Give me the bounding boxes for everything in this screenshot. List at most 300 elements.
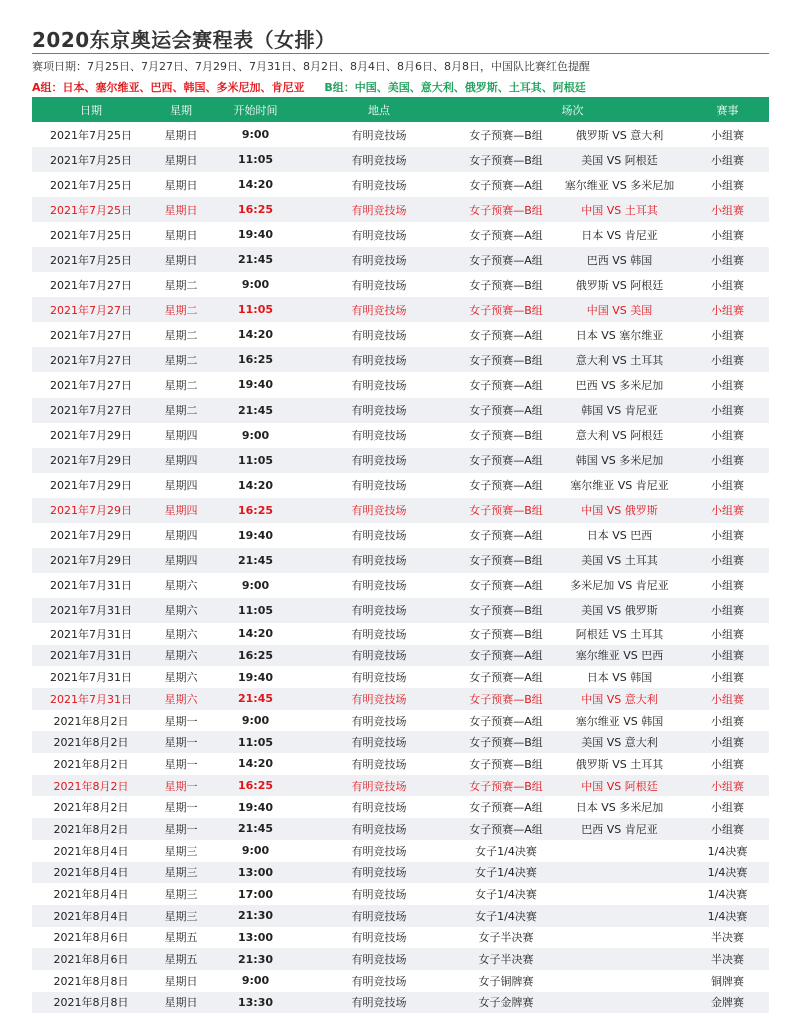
cell-venue: 有明竞技场 — [299, 775, 459, 797]
cell-match: 多米尼加 VS 肯尼亚 — [553, 573, 686, 598]
cell-match — [553, 905, 686, 927]
cell-match: 日本 VS 韩国 — [553, 666, 686, 688]
cell-time: 21:45 — [212, 818, 299, 840]
cell-stage: 女子预赛—B组 — [459, 753, 553, 775]
table-row — [32, 398, 769, 423]
cell-weekday: 星期四 — [150, 523, 212, 548]
table-row — [32, 222, 769, 247]
cell-weekday: 星期四 — [150, 498, 212, 523]
cell-event: 小组赛 — [686, 122, 769, 147]
cell-weekday: 星期日 — [150, 197, 212, 222]
cell-weekday: 星期一 — [150, 710, 212, 732]
cell-stage: 女子预赛—A组 — [459, 573, 553, 598]
cell-venue: 有明竞技场 — [299, 372, 459, 397]
table-row — [32, 710, 769, 732]
cell-match: 中国 VS 土耳其 — [553, 197, 686, 222]
cell-stage: 女子预赛—B组 — [459, 272, 553, 297]
cell-weekday: 星期二 — [150, 297, 212, 322]
cell-time: 19:40 — [212, 666, 299, 688]
cell-venue: 有明竞技场 — [299, 548, 459, 573]
cell-match: 韩国 VS 肯尼亚 — [553, 398, 686, 423]
table-row — [32, 147, 769, 172]
cell-date: 2021年7月29日 — [32, 448, 150, 473]
cell-venue: 有明竞技场 — [299, 992, 459, 1014]
cell-time: 14:20 — [212, 623, 299, 645]
cell-weekday: 星期六 — [150, 645, 212, 667]
cell-stage: 女子预赛—A组 — [459, 710, 553, 732]
cell-match: 塞尔维亚 VS 多米尼加 — [553, 172, 686, 197]
cell-event: 小组赛 — [686, 645, 769, 667]
cell-stage: 女子铜牌赛 — [459, 970, 553, 992]
header-venue: 地点 — [299, 97, 459, 122]
cell-venue: 有明竞技场 — [299, 970, 459, 992]
cell-weekday: 星期日 — [150, 147, 212, 172]
title-divider — [32, 53, 769, 54]
table-row — [32, 992, 769, 1014]
cell-stage: 女子1/4决赛 — [459, 840, 553, 862]
table-row — [32, 598, 769, 623]
cell-weekday: 星期三 — [150, 883, 212, 905]
cell-date: 2021年8月4日 — [32, 840, 150, 862]
cell-venue: 有明竞技场 — [299, 448, 459, 473]
cell-date: 2021年7月25日 — [32, 172, 150, 197]
cell-match: 意大利 VS 阿根廷 — [553, 423, 686, 448]
cell-event: 小组赛 — [686, 448, 769, 473]
cell-match — [553, 948, 686, 970]
cell-stage: 女子预赛—B组 — [459, 122, 553, 147]
cell-stage: 女子预赛—A组 — [459, 222, 553, 247]
cell-time: 21:30 — [212, 948, 299, 970]
cell-venue: 有明竞技场 — [299, 883, 459, 905]
table-row — [32, 623, 769, 645]
cell-time: 14:20 — [212, 172, 299, 197]
cell-match: 俄罗斯 VS 土耳其 — [553, 753, 686, 775]
cell-event: 小组赛 — [686, 247, 769, 272]
cell-weekday: 星期五 — [150, 948, 212, 970]
cell-match: 日本 VS 巴西 — [553, 523, 686, 548]
cell-date: 2021年8月6日 — [32, 948, 150, 970]
cell-event: 小组赛 — [686, 297, 769, 322]
cell-event: 小组赛 — [686, 666, 769, 688]
cell-time: 16:25 — [212, 775, 299, 797]
table-row — [32, 448, 769, 473]
cell-time: 14:20 — [212, 753, 299, 775]
cell-stage: 女子1/4决赛 — [459, 905, 553, 927]
cell-event: 小组赛 — [686, 598, 769, 623]
cell-time: 9:00 — [212, 970, 299, 992]
cell-date: 2021年8月8日 — [32, 992, 150, 1014]
cell-event: 1/4决赛 — [686, 883, 769, 905]
cell-time: 14:20 — [212, 322, 299, 347]
cell-match: 意大利 VS 土耳其 — [553, 347, 686, 372]
cell-weekday: 星期一 — [150, 775, 212, 797]
cell-venue: 有明竞技场 — [299, 122, 459, 147]
cell-event: 小组赛 — [686, 523, 769, 548]
header-event: 赛事 — [686, 97, 769, 122]
cell-date: 2021年7月27日 — [32, 322, 150, 347]
header-date: 日期 — [32, 97, 150, 122]
cell-match — [553, 862, 686, 884]
cell-event: 金牌赛 — [686, 992, 769, 1014]
table-row — [32, 731, 769, 753]
table-row — [32, 297, 769, 322]
cell-time: 21:45 — [212, 548, 299, 573]
cell-match: 俄罗斯 VS 阿根廷 — [553, 272, 686, 297]
cell-weekday: 星期五 — [150, 927, 212, 949]
cell-venue: 有明竞技场 — [299, 862, 459, 884]
cell-event: 小组赛 — [686, 423, 769, 448]
table-row — [32, 423, 769, 448]
cell-weekday: 星期四 — [150, 423, 212, 448]
cell-match: 中国 VS 俄罗斯 — [553, 498, 686, 523]
schedule-table — [32, 97, 769, 1013]
cell-match: 日本 VS 肯尼亚 — [553, 222, 686, 247]
cell-weekday: 星期一 — [150, 753, 212, 775]
cell-stage: 女子预赛—B组 — [459, 297, 553, 322]
cell-match: 中国 VS 阿根廷 — [553, 775, 686, 797]
cell-stage: 女子半决赛 — [459, 927, 553, 949]
table-row — [32, 197, 769, 222]
cell-time: 16:25 — [212, 347, 299, 372]
cell-event: 半决赛 — [686, 948, 769, 970]
table-row — [32, 548, 769, 573]
cell-stage: 女子预赛—B组 — [459, 688, 553, 710]
cell-event: 1/4决赛 — [686, 862, 769, 884]
cell-event: 小组赛 — [686, 347, 769, 372]
cell-time: 13:30 — [212, 992, 299, 1014]
cell-match: 日本 VS 塞尔维亚 — [553, 322, 686, 347]
cell-weekday: 星期日 — [150, 222, 212, 247]
table-row — [32, 905, 769, 927]
table-row — [32, 883, 769, 905]
page-title: 2020东京奥运会赛程表（女排） — [32, 28, 336, 52]
cell-venue: 有明竞技场 — [299, 948, 459, 970]
cell-venue: 有明竞技场 — [299, 297, 459, 322]
cell-venue: 有明竞技场 — [299, 840, 459, 862]
cell-weekday: 星期六 — [150, 573, 212, 598]
cell-weekday: 星期二 — [150, 272, 212, 297]
cell-date: 2021年7月25日 — [32, 147, 150, 172]
group-a-label: A组：日本、塞尔维亚、巴西、韩国、多米尼加、肯尼亚 — [32, 81, 305, 94]
cell-match — [553, 883, 686, 905]
cell-time: 9:00 — [212, 423, 299, 448]
cell-venue: 有明竞技场 — [299, 498, 459, 523]
cell-event: 小组赛 — [686, 796, 769, 818]
cell-event: 铜牌赛 — [686, 970, 769, 992]
cell-time: 9:00 — [212, 573, 299, 598]
cell-venue: 有明竞技场 — [299, 753, 459, 775]
cell-date: 2021年7月31日 — [32, 573, 150, 598]
cell-date: 2021年8月2日 — [32, 796, 150, 818]
cell-weekday: 星期一 — [150, 731, 212, 753]
cell-event: 小组赛 — [686, 753, 769, 775]
cell-match: 日本 VS 多米尼加 — [553, 796, 686, 818]
cell-event: 小组赛 — [686, 623, 769, 645]
cell-stage: 女子预赛—A组 — [459, 818, 553, 840]
cell-match: 中国 VS 意大利 — [553, 688, 686, 710]
cell-date: 2021年8月4日 — [32, 905, 150, 927]
table-row — [32, 498, 769, 523]
cell-match: 巴西 VS 多米尼加 — [553, 372, 686, 397]
cell-match: 中国 VS 美国 — [553, 297, 686, 322]
cell-date: 2021年7月31日 — [32, 688, 150, 710]
cell-weekday: 星期日 — [150, 992, 212, 1014]
cell-event: 半决赛 — [686, 927, 769, 949]
cell-event: 1/4决赛 — [686, 905, 769, 927]
table-header-row — [32, 97, 769, 122]
cell-stage: 女子预赛—A组 — [459, 172, 553, 197]
cell-match — [553, 992, 686, 1014]
cell-time: 11:05 — [212, 448, 299, 473]
cell-time: 19:40 — [212, 372, 299, 397]
cell-date: 2021年7月29日 — [32, 548, 150, 573]
cell-event: 小组赛 — [686, 372, 769, 397]
cell-venue: 有明竞技场 — [299, 731, 459, 753]
cell-venue: 有明竞技场 — [299, 147, 459, 172]
table-row — [32, 796, 769, 818]
cell-time: 11:05 — [212, 598, 299, 623]
cell-weekday: 星期日 — [150, 970, 212, 992]
cell-date: 2021年7月27日 — [32, 272, 150, 297]
table-row — [32, 775, 769, 797]
cell-venue: 有明竞技场 — [299, 666, 459, 688]
cell-event: 小组赛 — [686, 731, 769, 753]
cell-stage: 女子半决赛 — [459, 948, 553, 970]
cell-weekday: 星期四 — [150, 473, 212, 498]
cell-stage: 女子预赛—A组 — [459, 247, 553, 272]
table-row — [32, 247, 769, 272]
cell-match: 韩国 VS 多米尼加 — [553, 448, 686, 473]
table-row — [32, 347, 769, 372]
cell-venue: 有明竞技场 — [299, 272, 459, 297]
cell-stage: 女子1/4决赛 — [459, 862, 553, 884]
cell-venue: 有明竞技场 — [299, 523, 459, 548]
table-row — [32, 322, 769, 347]
cell-stage: 女子预赛—A组 — [459, 645, 553, 667]
table-row — [32, 172, 769, 197]
schedule-dates-note: 赛项日期：7月25日、7月27日、7月29日、7月31日、8月2日、8月4日、8月6日、8月8日，中国队比赛红色提醒 — [32, 60, 590, 73]
cell-venue: 有明竞技场 — [299, 222, 459, 247]
cell-weekday: 星期四 — [150, 548, 212, 573]
cell-stage: 女子预赛—B组 — [459, 197, 553, 222]
cell-weekday: 星期三 — [150, 862, 212, 884]
cell-event: 小组赛 — [686, 573, 769, 598]
cell-date: 2021年8月8日 — [32, 970, 150, 992]
cell-time: 16:25 — [212, 645, 299, 667]
cell-time: 16:25 — [212, 498, 299, 523]
cell-date: 2021年8月2日 — [32, 818, 150, 840]
table-row — [32, 818, 769, 840]
cell-weekday: 星期六 — [150, 598, 212, 623]
cell-time: 21:45 — [212, 398, 299, 423]
cell-venue: 有明竞技场 — [299, 796, 459, 818]
cell-date: 2021年7月27日 — [32, 297, 150, 322]
cell-venue: 有明竞技场 — [299, 645, 459, 667]
table-row — [32, 645, 769, 667]
cell-time: 13:00 — [212, 862, 299, 884]
cell-venue: 有明竞技场 — [299, 688, 459, 710]
cell-event: 小组赛 — [686, 710, 769, 732]
cell-date: 2021年7月25日 — [32, 197, 150, 222]
cell-stage: 女子预赛—A组 — [459, 398, 553, 423]
cell-event: 小组赛 — [686, 398, 769, 423]
cell-match — [553, 970, 686, 992]
cell-event: 小组赛 — [686, 197, 769, 222]
table-row — [32, 688, 769, 710]
cell-venue: 有明竞技场 — [299, 322, 459, 347]
cell-match — [553, 840, 686, 862]
cell-date: 2021年7月29日 — [32, 498, 150, 523]
cell-venue: 有明竞技场 — [299, 398, 459, 423]
cell-date: 2021年8月4日 — [32, 883, 150, 905]
cell-event: 小组赛 — [686, 272, 769, 297]
cell-time: 11:05 — [212, 297, 299, 322]
cell-venue: 有明竞技场 — [299, 197, 459, 222]
cell-event: 小组赛 — [686, 548, 769, 573]
cell-date: 2021年7月27日 — [32, 372, 150, 397]
cell-date: 2021年8月2日 — [32, 710, 150, 732]
cell-match: 美国 VS 意大利 — [553, 731, 686, 753]
table-row — [32, 862, 769, 884]
cell-event: 小组赛 — [686, 222, 769, 247]
cell-weekday: 星期一 — [150, 796, 212, 818]
cell-event: 小组赛 — [686, 688, 769, 710]
header-weekday: 星期 — [150, 97, 212, 122]
cell-event: 小组赛 — [686, 818, 769, 840]
cell-weekday: 星期二 — [150, 398, 212, 423]
table-row — [32, 666, 769, 688]
cell-stage: 女子预赛—A组 — [459, 372, 553, 397]
table-row — [32, 473, 769, 498]
group-list — [32, 79, 586, 95]
cell-stage: 女子预赛—B组 — [459, 775, 553, 797]
cell-match: 阿根廷 VS 土耳其 — [553, 623, 686, 645]
cell-match: 美国 VS 俄罗斯 — [553, 598, 686, 623]
cell-time: 16:25 — [212, 197, 299, 222]
cell-weekday: 星期二 — [150, 347, 212, 372]
cell-date: 2021年7月25日 — [32, 222, 150, 247]
table-row — [32, 573, 769, 598]
cell-venue: 有明竞技场 — [299, 473, 459, 498]
cell-date: 2021年7月27日 — [32, 347, 150, 372]
cell-event: 小组赛 — [686, 498, 769, 523]
cell-venue: 有明竞技场 — [299, 710, 459, 732]
cell-date: 2021年8月4日 — [32, 862, 150, 884]
cell-time: 9:00 — [212, 122, 299, 147]
cell-date: 2021年8月2日 — [32, 775, 150, 797]
cell-time: 9:00 — [212, 710, 299, 732]
cell-match: 巴西 VS 肯尼亚 — [553, 818, 686, 840]
cell-weekday: 星期六 — [150, 623, 212, 645]
cell-date: 2021年7月31日 — [32, 598, 150, 623]
cell-date: 2021年7月31日 — [32, 666, 150, 688]
cell-match: 美国 VS 土耳其 — [553, 548, 686, 573]
table-row — [32, 927, 769, 949]
cell-weekday: 星期四 — [150, 448, 212, 473]
cell-venue: 有明竞技场 — [299, 172, 459, 197]
cell-date: 2021年7月29日 — [32, 473, 150, 498]
cell-weekday: 星期二 — [150, 322, 212, 347]
cell-weekday: 星期六 — [150, 666, 212, 688]
cell-time: 11:05 — [212, 731, 299, 753]
cell-stage: 女子预赛—A组 — [459, 322, 553, 347]
cell-date: 2021年7月31日 — [32, 623, 150, 645]
table-row — [32, 840, 769, 862]
table-row — [32, 753, 769, 775]
cell-match — [553, 927, 686, 949]
cell-venue: 有明竞技场 — [299, 598, 459, 623]
cell-time: 9:00 — [212, 272, 299, 297]
table-row — [32, 372, 769, 397]
cell-date: 2021年8月2日 — [32, 753, 150, 775]
cell-stage: 女子预赛—A组 — [459, 448, 553, 473]
cell-match: 美国 VS 阿根廷 — [553, 147, 686, 172]
cell-event: 小组赛 — [686, 473, 769, 498]
cell-venue: 有明竞技场 — [299, 818, 459, 840]
table-row — [32, 122, 769, 147]
cell-stage: 女子预赛—A组 — [459, 523, 553, 548]
cell-venue: 有明竞技场 — [299, 347, 459, 372]
cell-venue: 有明竞技场 — [299, 623, 459, 645]
cell-time: 19:40 — [212, 523, 299, 548]
table-row — [32, 970, 769, 992]
cell-match: 塞尔维亚 VS 韩国 — [553, 710, 686, 732]
cell-stage: 女子预赛—B组 — [459, 548, 553, 573]
cell-time: 19:40 — [212, 796, 299, 818]
cell-weekday: 星期三 — [150, 840, 212, 862]
cell-stage: 女子预赛—A组 — [459, 796, 553, 818]
cell-stage: 女子预赛—B组 — [459, 347, 553, 372]
cell-event: 小组赛 — [686, 147, 769, 172]
cell-date: 2021年7月27日 — [32, 398, 150, 423]
cell-time: 13:00 — [212, 927, 299, 949]
group-b-label: B组：中国、美国、意大利、俄罗斯、土耳其、阿根廷 — [324, 81, 586, 94]
cell-stage: 女子金牌赛 — [459, 992, 553, 1014]
table-row — [32, 523, 769, 548]
cell-stage: 女子预赛—B组 — [459, 423, 553, 448]
cell-time: 17:00 — [212, 883, 299, 905]
cell-weekday: 星期日 — [150, 172, 212, 197]
table-row — [32, 272, 769, 297]
cell-venue: 有明竞技场 — [299, 573, 459, 598]
cell-date: 2021年8月2日 — [32, 731, 150, 753]
cell-venue: 有明竞技场 — [299, 247, 459, 272]
cell-event: 小组赛 — [686, 775, 769, 797]
cell-stage: 女子1/4决赛 — [459, 883, 553, 905]
cell-time: 21:45 — [212, 688, 299, 710]
cell-stage: 女子预赛—B组 — [459, 598, 553, 623]
cell-date: 2021年8月6日 — [32, 927, 150, 949]
cell-weekday: 星期日 — [150, 247, 212, 272]
cell-match: 塞尔维亚 VS 巴西 — [553, 645, 686, 667]
cell-date: 2021年7月25日 — [32, 122, 150, 147]
cell-date: 2021年7月25日 — [32, 247, 150, 272]
cell-match: 俄罗斯 VS 意大利 — [553, 122, 686, 147]
cell-date: 2021年7月29日 — [32, 423, 150, 448]
header-match: 场次 — [459, 97, 686, 122]
cell-venue: 有明竞技场 — [299, 423, 459, 448]
cell-stage: 女子预赛—A组 — [459, 473, 553, 498]
cell-weekday: 星期六 — [150, 688, 212, 710]
cell-weekday: 星期三 — [150, 905, 212, 927]
cell-date: 2021年7月31日 — [32, 645, 150, 667]
cell-stage: 女子预赛—B组 — [459, 731, 553, 753]
cell-time: 11:05 — [212, 147, 299, 172]
cell-weekday: 星期日 — [150, 122, 212, 147]
cell-venue: 有明竞技场 — [299, 905, 459, 927]
cell-weekday: 星期二 — [150, 372, 212, 397]
cell-match: 巴西 VS 韩国 — [553, 247, 686, 272]
